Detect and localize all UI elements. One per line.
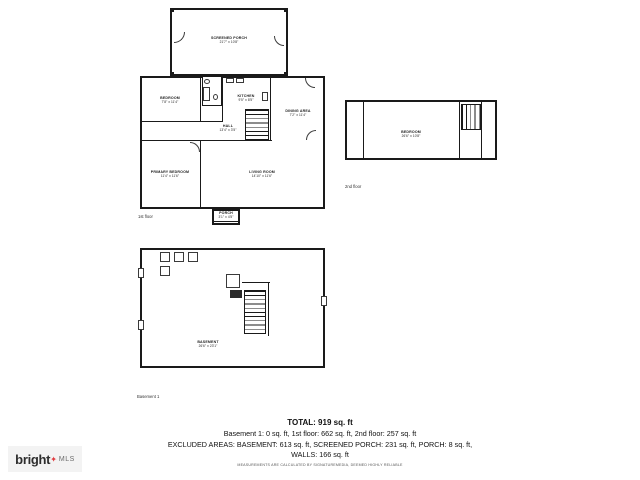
- label-bedroom-1: BEDROOM 7'8" x 11'4": [160, 95, 180, 105]
- toilet-fixture: [213, 94, 218, 100]
- interior-wall: [222, 76, 223, 122]
- porch-step: [214, 224, 238, 225]
- staircase-first-floor: [245, 109, 269, 140]
- floor-breakdown: Basement 1: 0 sq. ft, 1st floor: 662 sq. ft, 2nd floor: 257 sq. ft: [223, 429, 417, 438]
- counter-fixture: [226, 78, 234, 83]
- window-well: [138, 268, 144, 278]
- interior-wall: [363, 100, 364, 160]
- label-kitchen: KITCHEN 9'5" x 8'5": [237, 93, 255, 103]
- label-screened-porch: SCREENED PORCH 21'7" x 10'8": [210, 35, 248, 45]
- interior-wall: [270, 121, 271, 141]
- label-bedroom-second-floor: BEDROOM 26'6" x 10'8": [401, 129, 421, 139]
- floor-tag-second: 2nd floor: [345, 184, 362, 189]
- label-dining-area: DINING AREA 7'2" x 11'4": [285, 108, 311, 118]
- utility-fixture: [188, 252, 198, 262]
- floor-tag-first: 1st floor: [138, 214, 153, 219]
- utility-fixture: [160, 252, 170, 262]
- logo-brand-text: bright: [15, 451, 51, 467]
- walls-sqft: WALLS: 166 sq. ft: [291, 450, 349, 459]
- porch-post: [170, 8, 174, 12]
- label-primary-bedroom: PRIMARY BEDROOM 11'4" x 11'6": [150, 169, 190, 179]
- label-hall: HALL 13'4" x 3'5": [219, 123, 237, 133]
- porch-post: [284, 8, 288, 12]
- first-floor-plan: [140, 8, 325, 223]
- logo-mls-text: MLS: [58, 455, 75, 463]
- basement-plan: [137, 248, 330, 399]
- floor-tag-basement: Basement 1: [137, 394, 160, 399]
- mechanical-unit: [230, 290, 242, 298]
- excluded-areas: EXCLUDED AREAS: BASEMENT: 613 sq. ft, SCREENED PORCH: 231 sq. ft, PORCH: 8 sq. ft,: [167, 439, 473, 449]
- counter-fixture: [236, 78, 244, 83]
- mechanical-unit: [226, 274, 240, 288]
- spark-icon: ✦: [50, 454, 57, 464]
- second-floor-plan: [345, 100, 505, 200]
- interior-wall: [242, 282, 270, 283]
- label-porch: PORCH 3'1" x 4'5": [218, 210, 234, 220]
- area-summary: [0, 418, 640, 467]
- sink-fixture: [204, 79, 210, 84]
- label-basement: BASEMENT 26'6" x 23'1": [197, 339, 219, 349]
- total-sqft: TOTAL: 919 sq. ft: [287, 418, 353, 427]
- interior-wall: [140, 140, 272, 141]
- interior-wall: [140, 121, 222, 122]
- label-living-room: LIVING ROOM 14'10" x 11'6": [249, 169, 275, 179]
- measurement-disclaimer: MEASUREMENTS ARE CALCULATED BY SIGNATUREMEDIA, DEEMED HIGHLY RELIABLE: [237, 463, 403, 467]
- window-well: [138, 320, 144, 330]
- counter-fixture: [262, 92, 268, 101]
- utility-fixture: [174, 252, 184, 262]
- utility-fixture: [160, 266, 170, 276]
- tub-fixture: [203, 87, 210, 101]
- brightmls-logo: [8, 446, 82, 472]
- interior-wall: [481, 100, 482, 160]
- interior-wall: [270, 76, 271, 122]
- window-well: [321, 296, 327, 306]
- staircase-basement: [244, 290, 266, 334]
- interior-wall: [200, 140, 201, 209]
- interior-wall: [268, 282, 269, 336]
- staircase-second-floor: [461, 104, 481, 130]
- porch-step: [214, 221, 238, 222]
